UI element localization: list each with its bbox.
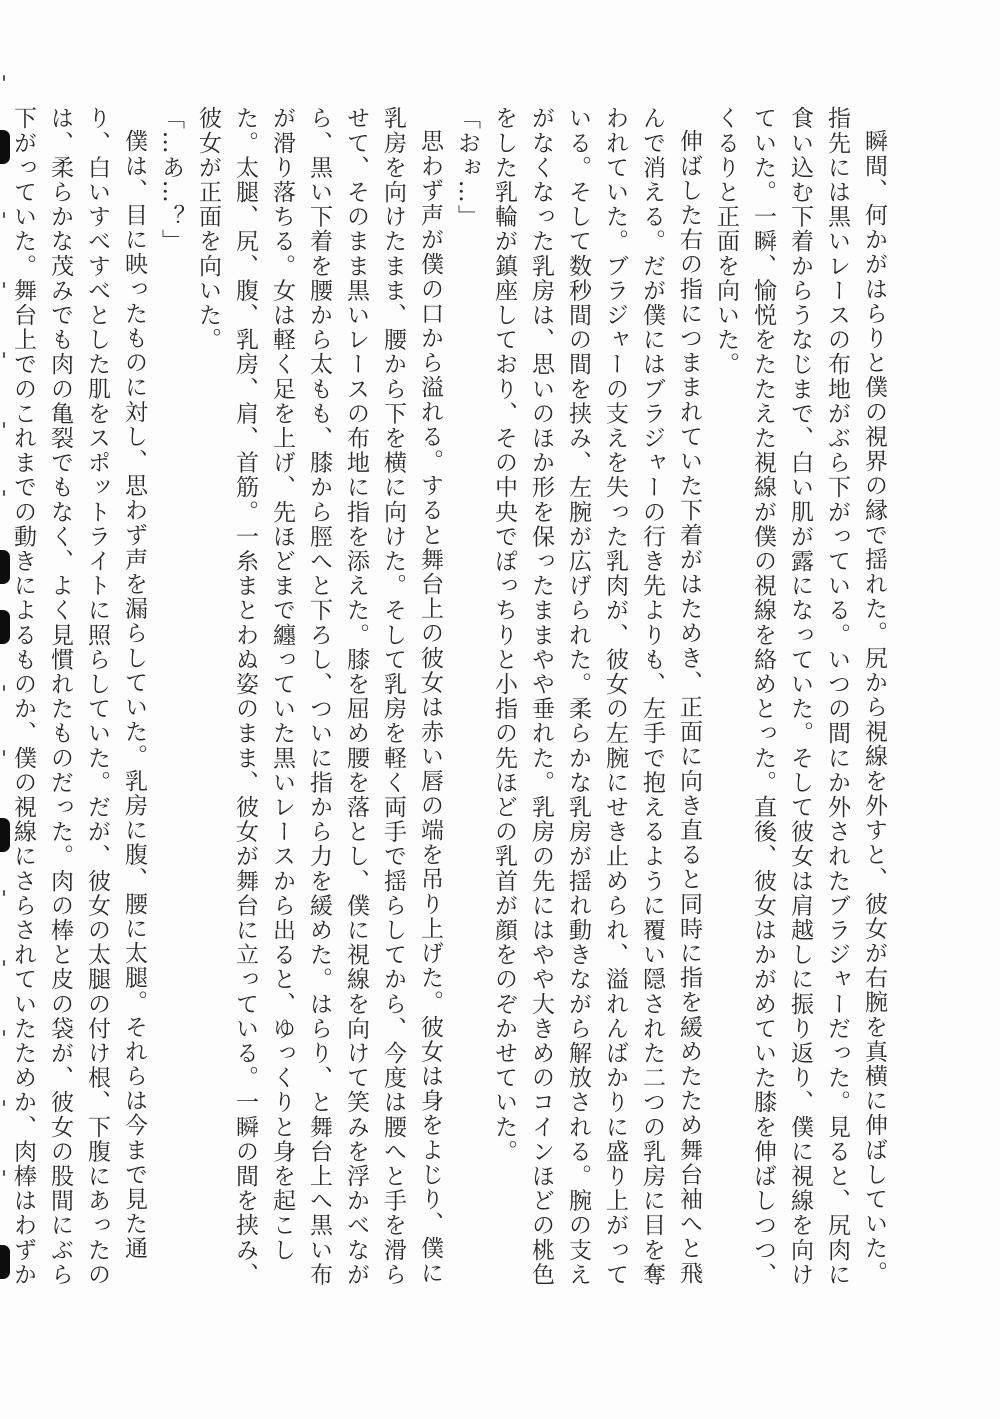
vertical-text-body (10, 106, 892, 1296)
dialogue-line: 「おぉ…」 (454, 106, 480, 229)
edge-dot (3, 75, 5, 81)
paragraph: 僕は、目に映ったものに対し、思わず声を漏らしていた。乳房に腹、腰に太腿。それらは今まで見た通り、白いすべすべとした肌をスポットライトに照らしていた。だが、彼女の太腿の付け根、下腹にあったのは、柔らかな茂みでも肉の亀裂でもなく、よく見慣れたものだった。肉の棒と皮の袋が、彼女の股間にぶら下がっていた。舞台上でのこれまでの動きによるものか、僕の視線にさらされていたためか、肉棒はわずか (10, 106, 147, 1287)
paragraph: 思わず声が僕の口から溢れる。すると舞台上の彼女は赤い唇の端を吊り上げた。彼女は身をよじり、僕に乳房を向けたまま、腰から下を横に向けた。そして乳房を軽く両手で揺らしてから、今度は腰へと手を滑らせて、そのまま黒いレースの布地に指を添えた。膝を屈め腰を落とし、僕に視線を向けて笑みを浮かべながら、黒い下着を腰から太もも、膝から脛へと下ろし、ついに指から力を緩めた。はらり、と舞台上へ黒い布が滑り落ちる。女は軽く足を上げ、先ほどまで纏っていた黒いレースから出ると、ゆっくりと身を起こした。太腿、尻、腹、乳房、肩、首筋。一糸まとわぬ姿のまま、彼女が舞台に立っている。一瞬の間を挟み、彼女が正面を向いた。 (195, 106, 443, 1287)
paragraph: 瞬間、何かがはらりと僕の視界の縁で揺れた。尻から視線を外すと、彼女が右腕を真横に伸ばしていた。指先には黒いレースの布地がぶら下がっている。いつの間にか外されたブラジャーだった。見ると、尻肉に食い込む下着からうなじまで、白い肌が露になっていた。そして彼女は肩越しに振り返り、僕に視線を向けていた。一瞬、愉悦をたたえた視線が僕の視線を絡めとった。直後、彼女はかがめていた膝を伸ばしつつ、くるりと正面を向いた。 (713, 106, 887, 1287)
paragraph: 伸ばした右の指につままれていた下着がはためき、正面に向き直ると同時に指を緩めたため舞台袖へと飛んで消える。だが僕にはブラジャーの行き先よりも、左手で抱えるように覆い隠された二つの乳房に目を奪われていた。ブラジャーの支えを失った乳肉が、彼女の左腕にせき止められ、溢れんばかりに盛り上がっている。そして数秒間の間を挟み、左腕が広げられた。柔らかな乳房が揺れ動きながら解放される。腕の支えがなくなった乳房は、思いのほか形を保ったままやや垂れた。乳房の先にはやや大きめのコインほどの桃色をした乳輪が鎮座しており、その中央でぽっちりと小指の先ほどの乳首が顔をのぞかせていた。 (491, 106, 702, 1287)
dialogue-line: 「…あ…？」 (158, 106, 184, 254)
